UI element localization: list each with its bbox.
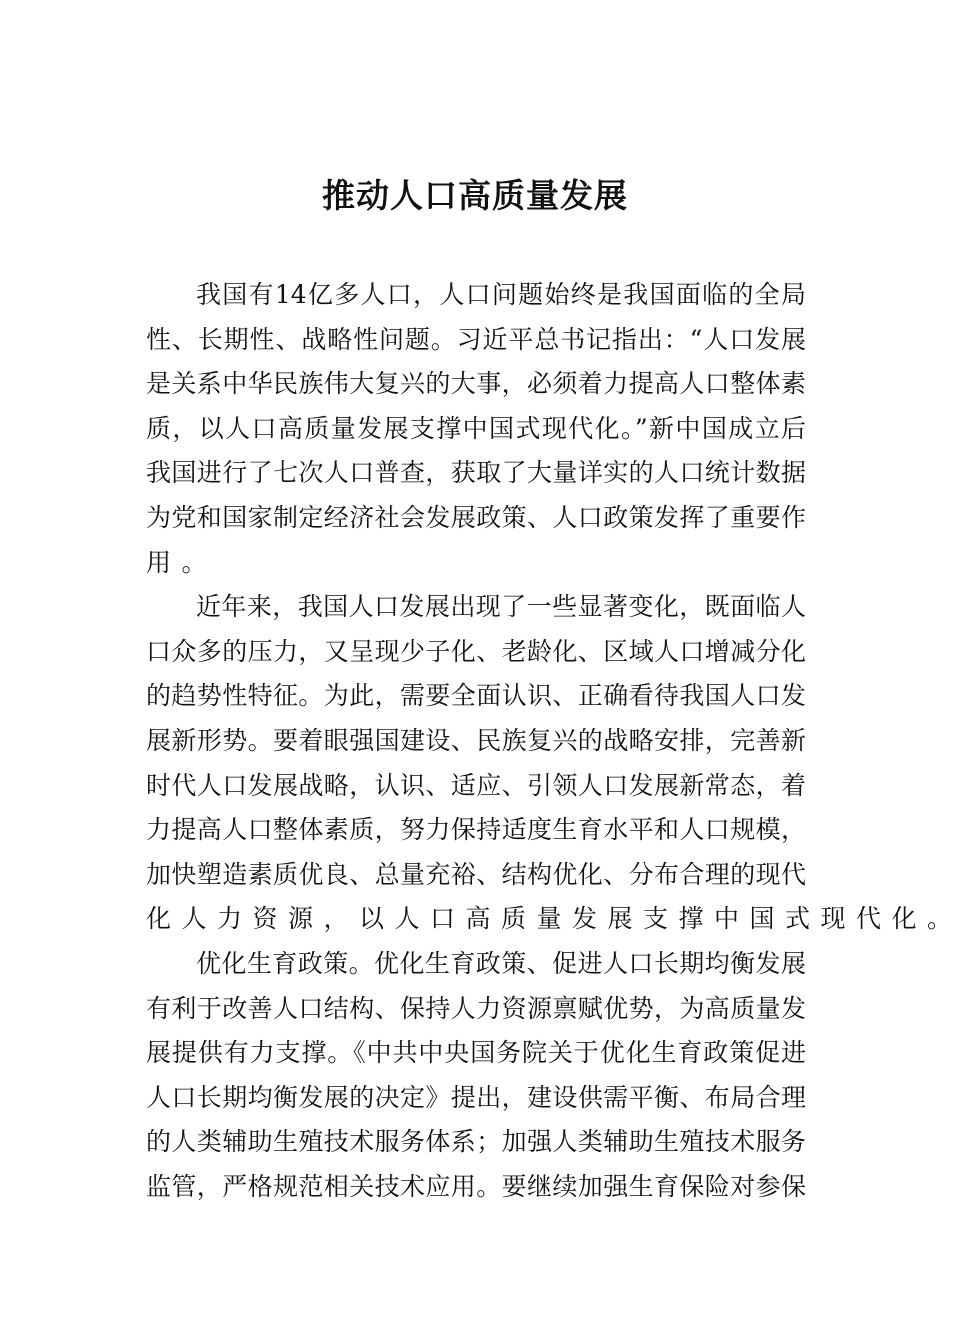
paragraph-line: 加快塑造素质优良、总量充裕、结构优化、分布合理的现代 — [146, 859, 806, 889]
paragraph-line: 的趋势性特征。为此，需要全面认识、正确看待我国人口发 — [146, 681, 806, 711]
paragraph-line: 是关系中华民族伟大复兴的大事，必须着力提高人口整体素 — [146, 369, 806, 399]
paragraph-line: 性、长期性、战略性问题。习近平总书记指出：“人口发展 — [146, 324, 806, 354]
paragraph-line: 展新形势。要着眼强国建设、民族复兴的战略安排，完善新 — [146, 725, 806, 755]
paragraph-line: 的人类辅助生殖技术服务体系；加强人类辅助生殖技术服务 — [146, 1127, 806, 1157]
paragraph-line: 口众多的压力，又呈现少子化、老龄化、区域人口增减分化 — [146, 636, 806, 666]
paragraph-line: 化人力资源，以人口高质量发展支撑中国式现代化。 — [146, 904, 963, 934]
paragraph-line: 近年来，我国人口发展出现了一些显著变化，既面临人 — [196, 592, 806, 622]
document-body — [146, 273, 963, 1209]
paragraph-line: 人口长期均衡发展的决定》提出，建设供需平衡、布局合理 — [146, 1082, 806, 1112]
paragraph-line: 力提高人口整体素质，努力保持适度生育水平和人口规模， — [146, 815, 806, 845]
paragraph-line: 有利于改善人口结构、保持人力资源禀赋优势，为高质量发 — [146, 993, 806, 1023]
paragraph-line: 我国有14亿多人口，人口问题始终是我国面临的全局 — [196, 280, 806, 309]
paragraph-line: 质，以人口高质量发展支撑中国式现代化。”新中国成立后 — [146, 413, 806, 443]
paragraph-line: 我国进行了七次人口普查，获取了大量详实的人口统计数据 — [146, 458, 806, 488]
paragraph-line: 展提供有力支撑。《中共中央国务院关于优化生育政策促进 — [146, 1038, 806, 1068]
paragraph-line: 时代人口发展战略，认识、适应、引领人口发展新常态，着 — [146, 770, 806, 800]
document-title: 推动人口高质量发展 — [322, 176, 628, 215]
paragraph-line: 优化生育政策。优化生育政策、促进人口长期均衡发展 — [196, 948, 806, 978]
paragraph-line: 监管，严格规范相关技术应用。要继续加强生育保险对参保 — [146, 1171, 806, 1201]
paragraph-line: 为党和国家制定经济社会发展政策、人口政策发挥了重要作 — [146, 502, 806, 532]
paragraph-line: 用。 — [146, 547, 218, 577]
